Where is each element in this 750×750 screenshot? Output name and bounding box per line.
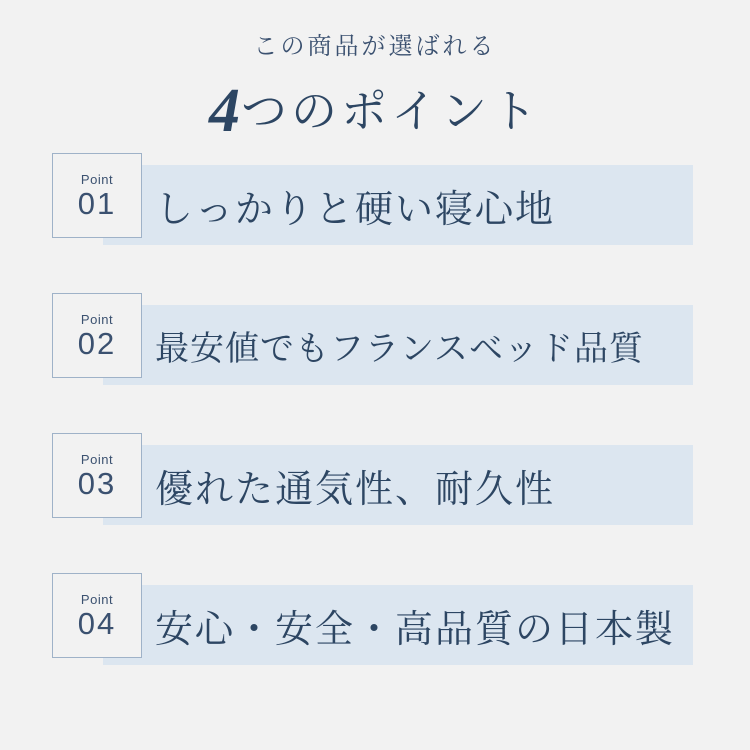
page-title: [0, 75, 750, 147]
page-heading: [0, 0, 750, 147]
point-badge-04: [52, 573, 142, 658]
points-list: [0, 165, 750, 675]
list-item: [0, 445, 750, 535]
heading-number-suffix: つのポイント: [241, 86, 541, 137]
badge-label: Point: [80, 592, 114, 607]
point-text: 安心・安全・高品質の日本製: [155, 608, 676, 651]
point-text: 優れた通気性、耐久性: [155, 468, 556, 511]
point-badge-03: [52, 433, 142, 518]
list-item: [0, 305, 750, 395]
badge-number: 01: [77, 186, 117, 221]
badge-number: 02: [77, 326, 117, 361]
point-text: しっかりと硬い寝心地: [155, 188, 556, 231]
badge-number: 04: [77, 606, 117, 641]
heading-subtitle: この商品が選ばれる: [253, 34, 497, 60]
list-item: [0, 165, 750, 255]
heading-number: 4: [209, 77, 241, 145]
badge-number: 03: [77, 466, 117, 501]
badge-label: Point: [80, 452, 114, 467]
point-badge-01: [52, 153, 142, 238]
badge-label: Point: [80, 312, 114, 327]
list-item: [0, 585, 750, 675]
point-text: 最安値でもフランスベッド品質: [155, 330, 644, 368]
badge-label: Point: [80, 172, 114, 187]
point-badge-02: [52, 293, 142, 378]
